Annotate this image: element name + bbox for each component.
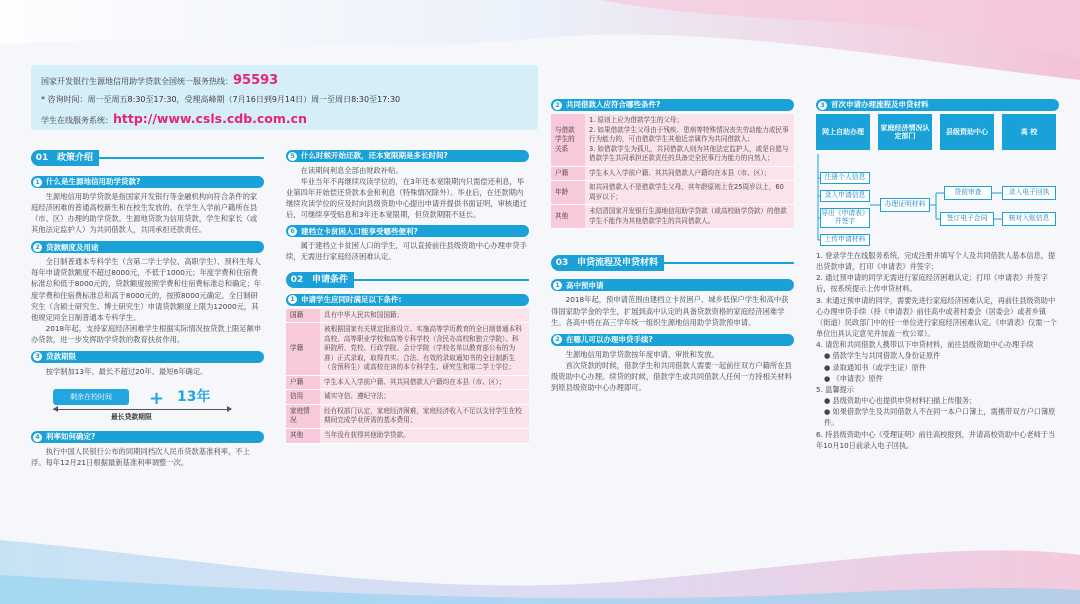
duration-caption: 最长贷款期限 [111,413,152,422]
row-value: 未结清国家开发银行生源地信用助学贷款（或高校助学贷款）的借款学生不能作为其他借款学生的共同借款人。 [585,205,794,229]
sub-number: 2 [33,243,42,252]
section-title [31,150,264,166]
paragraph: 执行中国人民银行公布的同期同档次人民币贷款基准利率，不上浮。每年12月21日根据最新基准利率调整一次。 [31,447,250,468]
sub-heading [551,279,794,291]
list-item: ● 《申请表》原件 [824,373,883,383]
flow-step: 录入申请信息 [820,190,870,202]
row-key: 信用 [286,390,320,405]
table-row [286,390,529,405]
flow-step: 录入电子回执 [1002,186,1056,200]
flow-step: 注册个人信息 [820,172,870,184]
list-item: ● 如果借款学生及共同借款人不在同一本户口簿上，需携带双方户口簿原件。 [824,407,1056,428]
column-two [286,150,529,444]
row-key: 与借款学生的关系 [551,114,585,166]
flow-column-college: 高 校 [1002,114,1056,150]
section-label: 政策介绍 [53,150,99,166]
years-value: 13年 [177,389,211,406]
list-item: 6. 持县级资助中心《受理证明》前往高校报到，并请高校资助中心老师于当年10月10日前录入电子回执。 [816,429,1056,450]
paragraph: 生源地信用助学贷款是指国家开发银行等金融机构向符合条件的家庭经济困难的普通高校新生和在校生发放的、在学生入学前户籍所在县（市、区）办理的助学贷款。生源地贷款为信用贷款，学生和家长（或其他法定监护人）为共同借款人，共同承担还款责任。 [31,192,258,235]
sub-number: 2 [553,101,562,110]
flow-step: 办理证明材料 [880,198,930,212]
span-line [53,409,231,410]
flow-connectors [816,114,1059,248]
list-item: 4. 请您和共同借款人携带以下申贷材料，前往县级资助中心办理手续 [816,340,1034,350]
co-borrower-table [551,114,794,229]
paragraph: 属于建档立卡贫困人口的学生，可以直接前往县级资助中心办理申贷手续，无需进行家庭经济困难认定。 [286,241,527,262]
list-item: 1. 登录学生在线服务系统，完成注册并填写个人及共同借款人基本信息，提出贷款申请，打印《申请表》并签字； [816,251,1056,272]
paragraph: 毕业当年不再继续攻读学位的，在3年还本宽限期内只需偿还利息，毕业第四年开始偿还贷款本金和利息（特殊情况除外）。毕业后，在还款期内继续攻读学位的应及时向县级资助中心提出申请并提供书面证明，审核通过后，可继续享受贴息和3年还本宽限期，但贷款期限不延长。 [286,177,527,220]
paragraph: 全日制普通本专科学生（含第二学士学位、高职学生）、预科生每人每年申请贷款额度不超过8000元，不低于1000元；年度学费和住宿费标准总和低于8000元的，贷款额度按照学费和住宿费标准总和确定；年度学费和住宿费标准总和高于8000元的，按照8000元确定。全日制研究生（含硕士研究生、博士研究生）申请贷款额度上限为12000元，其他规定同全日制普通本专科学生。 [31,257,262,322]
sub-number: 6 [288,227,297,236]
paragraph: 2018年起，支持家庭经济困难学生根据实际情况按贷款上限足额申办贷款，进一步发挥助学贷款的教育扶贫作用。 [31,323,262,344]
flow-column-family-dept: 家庭经济情况认定部门 [878,114,932,150]
flow-column-county-center: 县级资助中心 [940,114,994,150]
row-key: 户籍 [551,166,585,181]
sub-number: 1 [288,295,297,304]
table-row [286,309,529,323]
row-key: 年龄 [551,181,585,205]
hotline-number[interactable]: 95593 [233,73,279,88]
paragraph: 2018年起，预申请范围由建档立卡贫困户、城乡低保户学生和高中获得国家助学金的学生，扩展到高中认定的具备贷款资格的家庭经济困难学生。各高中将在高三学年统一组织生源地信用助学贷款预申请。 [551,295,789,327]
table-row [551,114,794,166]
flow-column-online: 网上自助办理 [816,114,870,150]
site-label: 学生在线服务系统： [41,116,113,125]
row-value: 具有中华人民共和国国籍； [320,309,529,323]
row-value: 诚实守信、遵纪守法； [320,390,529,405]
hotline-line [41,71,528,90]
list-item: ● 录取通知书（或学生证）原件 [824,362,926,372]
section-label: 申贷流程及申贷材料 [573,255,664,271]
sub-title: 利率如何确定? [46,432,96,442]
list-item: ● 县级资助中心也提供申贷材料扫描上传服务； [824,396,977,406]
duration-graphic [31,381,264,427]
sub-number: 2 [553,335,562,344]
row-value: 经有权部门认定，家庭经济困难，家庭经济收入不足以支付学生在校期间完成学业所需的基本费用； [320,404,529,428]
arrow-right-icon [227,406,232,412]
section-title [551,255,794,271]
section-label: 申请条件 [308,272,354,288]
sub-title: 首次申请办理流程及申贷材料 [831,100,929,110]
site-link[interactable]: http://www.csls.cdb.com.cn [113,111,307,126]
list-item: 2. 通过预申请的同学无需进行家庭经济困难认定；打印《申请表》并签字后，按系统提示上传申贷材料。 [816,273,1048,294]
sub-title: 共同借款人应符合哪些条件? [566,100,661,110]
applicant-conditions-table [286,309,529,444]
sub-title: 什么时候开始还款，还本宽限期是多长时间? [301,151,448,161]
sub-heading [31,176,264,188]
flow-step: 核对入账信息 [1002,212,1056,226]
sub-number: 1 [33,178,42,187]
sub-title: 高中预申请 [566,280,604,290]
paragraph: 在读期间利息全部由财政补贴。 [300,166,403,175]
sub-heading [551,334,794,346]
sub-title: 在哪儿可以办理申贷手续? [566,335,653,345]
row-key: 国籍 [286,309,320,323]
column-three [551,99,794,393]
sub-heading [286,225,529,237]
sub-title: 贷款额度及用途 [46,242,99,252]
divider [354,279,529,281]
paragraph: 生源地信用助学贷款按年度申请、审批和发放。 [565,349,719,359]
sub-title: 贷款期限 [46,352,76,362]
row-value: 如共同借款人不是借款学生父母，其年龄原则上在25周岁以上，60周岁以下； [585,181,794,205]
table-row [286,429,529,444]
sub-title: 申请学生应同时满足以下条件: [301,294,402,304]
process-flowchart [816,114,1059,244]
list-item: 3. 未通过预申请的同学，需要先进行家庭经济困难认定，再前往县级资助中心办理申贷手续（持《申请表》前往高中或者村委会（居委会）或者乡镇（街道）民政部门中的任一单位进行家庭经济困难认定。《申请表》仅需一个单位出具认定意见并加盖一枚公章）。 [816,295,1057,339]
sub-heading [31,241,264,253]
table-row [286,375,529,390]
sub-number: 4 [33,433,42,442]
flow-step: 签订电子合同 [940,212,994,226]
flow-step: 上传申请材料 [820,234,870,246]
sub-number: 1 [553,281,562,290]
remaining-time-box: 剩余在校时间 [53,389,129,405]
section-policy [31,150,264,468]
sub-heading [286,150,529,162]
site-line [41,109,528,128]
table-row [551,181,794,205]
table-row [286,404,529,428]
row-key: 户籍 [286,375,320,390]
table-row [551,166,794,181]
sub-heading [31,431,264,443]
service-hours: * 咨询时间：周一至周五8:30至17:30，受理高峰期（7月16日到9月14日）周一至周日8:30至17:30 [41,95,401,104]
list-item: 5. 温馨提示 [816,384,854,394]
flow-step: 导出《申请表》并签字 [820,208,870,228]
sub-title: 建档立卡贫困人口能享受哪些便利? [301,226,418,236]
section-number: 03 [551,255,573,271]
service-info-box [31,65,538,130]
table-row [551,205,794,229]
steps-list [816,250,1059,451]
sub-number: 3 [33,352,42,361]
row-value: 学生本人入学前户籍、其共同借款人户籍均在本县（市、区）； [320,375,529,390]
row-key: 家庭情况 [286,404,320,428]
sub-heading [31,351,264,363]
row-value: 当年没有获得其他助学贷款。 [320,429,529,444]
table-row [286,323,529,376]
sub-number: 3 [818,101,827,110]
paragraph: 首次贷款的时候，借款学生和共同借款人需要一起前往双方户籍所在县级资助中心办理。续贷的时候，借款学生或共同借款人任何一方持相关材料到原县级资助中心办理即可。 [551,360,792,392]
list-item: ● 借款学生与共同借款人身份证原件 [824,351,941,361]
row-key: 其他 [551,205,585,229]
divider [99,157,264,159]
row-key: 其他 [286,429,320,444]
hotline-label: 国家开发银行生源地信用助学贷款全国统一服务热线： [41,77,233,86]
row-value: 1. 原则上应为借款学生的父母； 2. 如果借款学生父母由于残疾、患病等特殊情况丧失劳动能力或民事行为能力的，可由借款学生其他近亲属作为共同借款人； 3. 如借款学生为孤儿，共同借款人则为其他法定监护人，或是自愿与借款学生共同承担还款责任的具备完全民事行为能力的自然人； [585,114,794,166]
section-title [286,272,529,288]
divider [664,262,794,264]
row-key: 学籍 [286,323,320,376]
paragraph: 按学制加13年、最长不超过20年、最短6年确定。 [45,366,208,376]
arrow-left-icon [53,406,58,412]
sub-heading [551,99,794,111]
sub-title: 什么是生源地信用助学贷款? [46,177,141,187]
sub-number: 5 [288,152,297,161]
sub-heading [286,294,529,306]
sub-heading [816,99,1059,111]
column-four [816,99,1059,451]
row-value: 被根据国家有关规定批准设立、实施高等学历教育的全日制普通本科高校、高等职业学校和高等专科学校（含民办高校和独立学院）、科研院所、党校、行政学院、会计学院（学校名单以教育部公布的为准）正式录取，取得真实、合法、有效的录取通知书的全日制新生（含预科生）或高校在读的本专科学生、研究生和第二学士学位； [320,323,529,376]
section-number: 02 [286,272,308,288]
flow-step: 贷前审查 [944,186,992,200]
row-value: 学生本人入学前户籍、其共同借款人户籍均在本县（市、区）； [585,166,794,181]
plus-sign: + [149,388,165,410]
section-number: 01 [31,150,53,166]
